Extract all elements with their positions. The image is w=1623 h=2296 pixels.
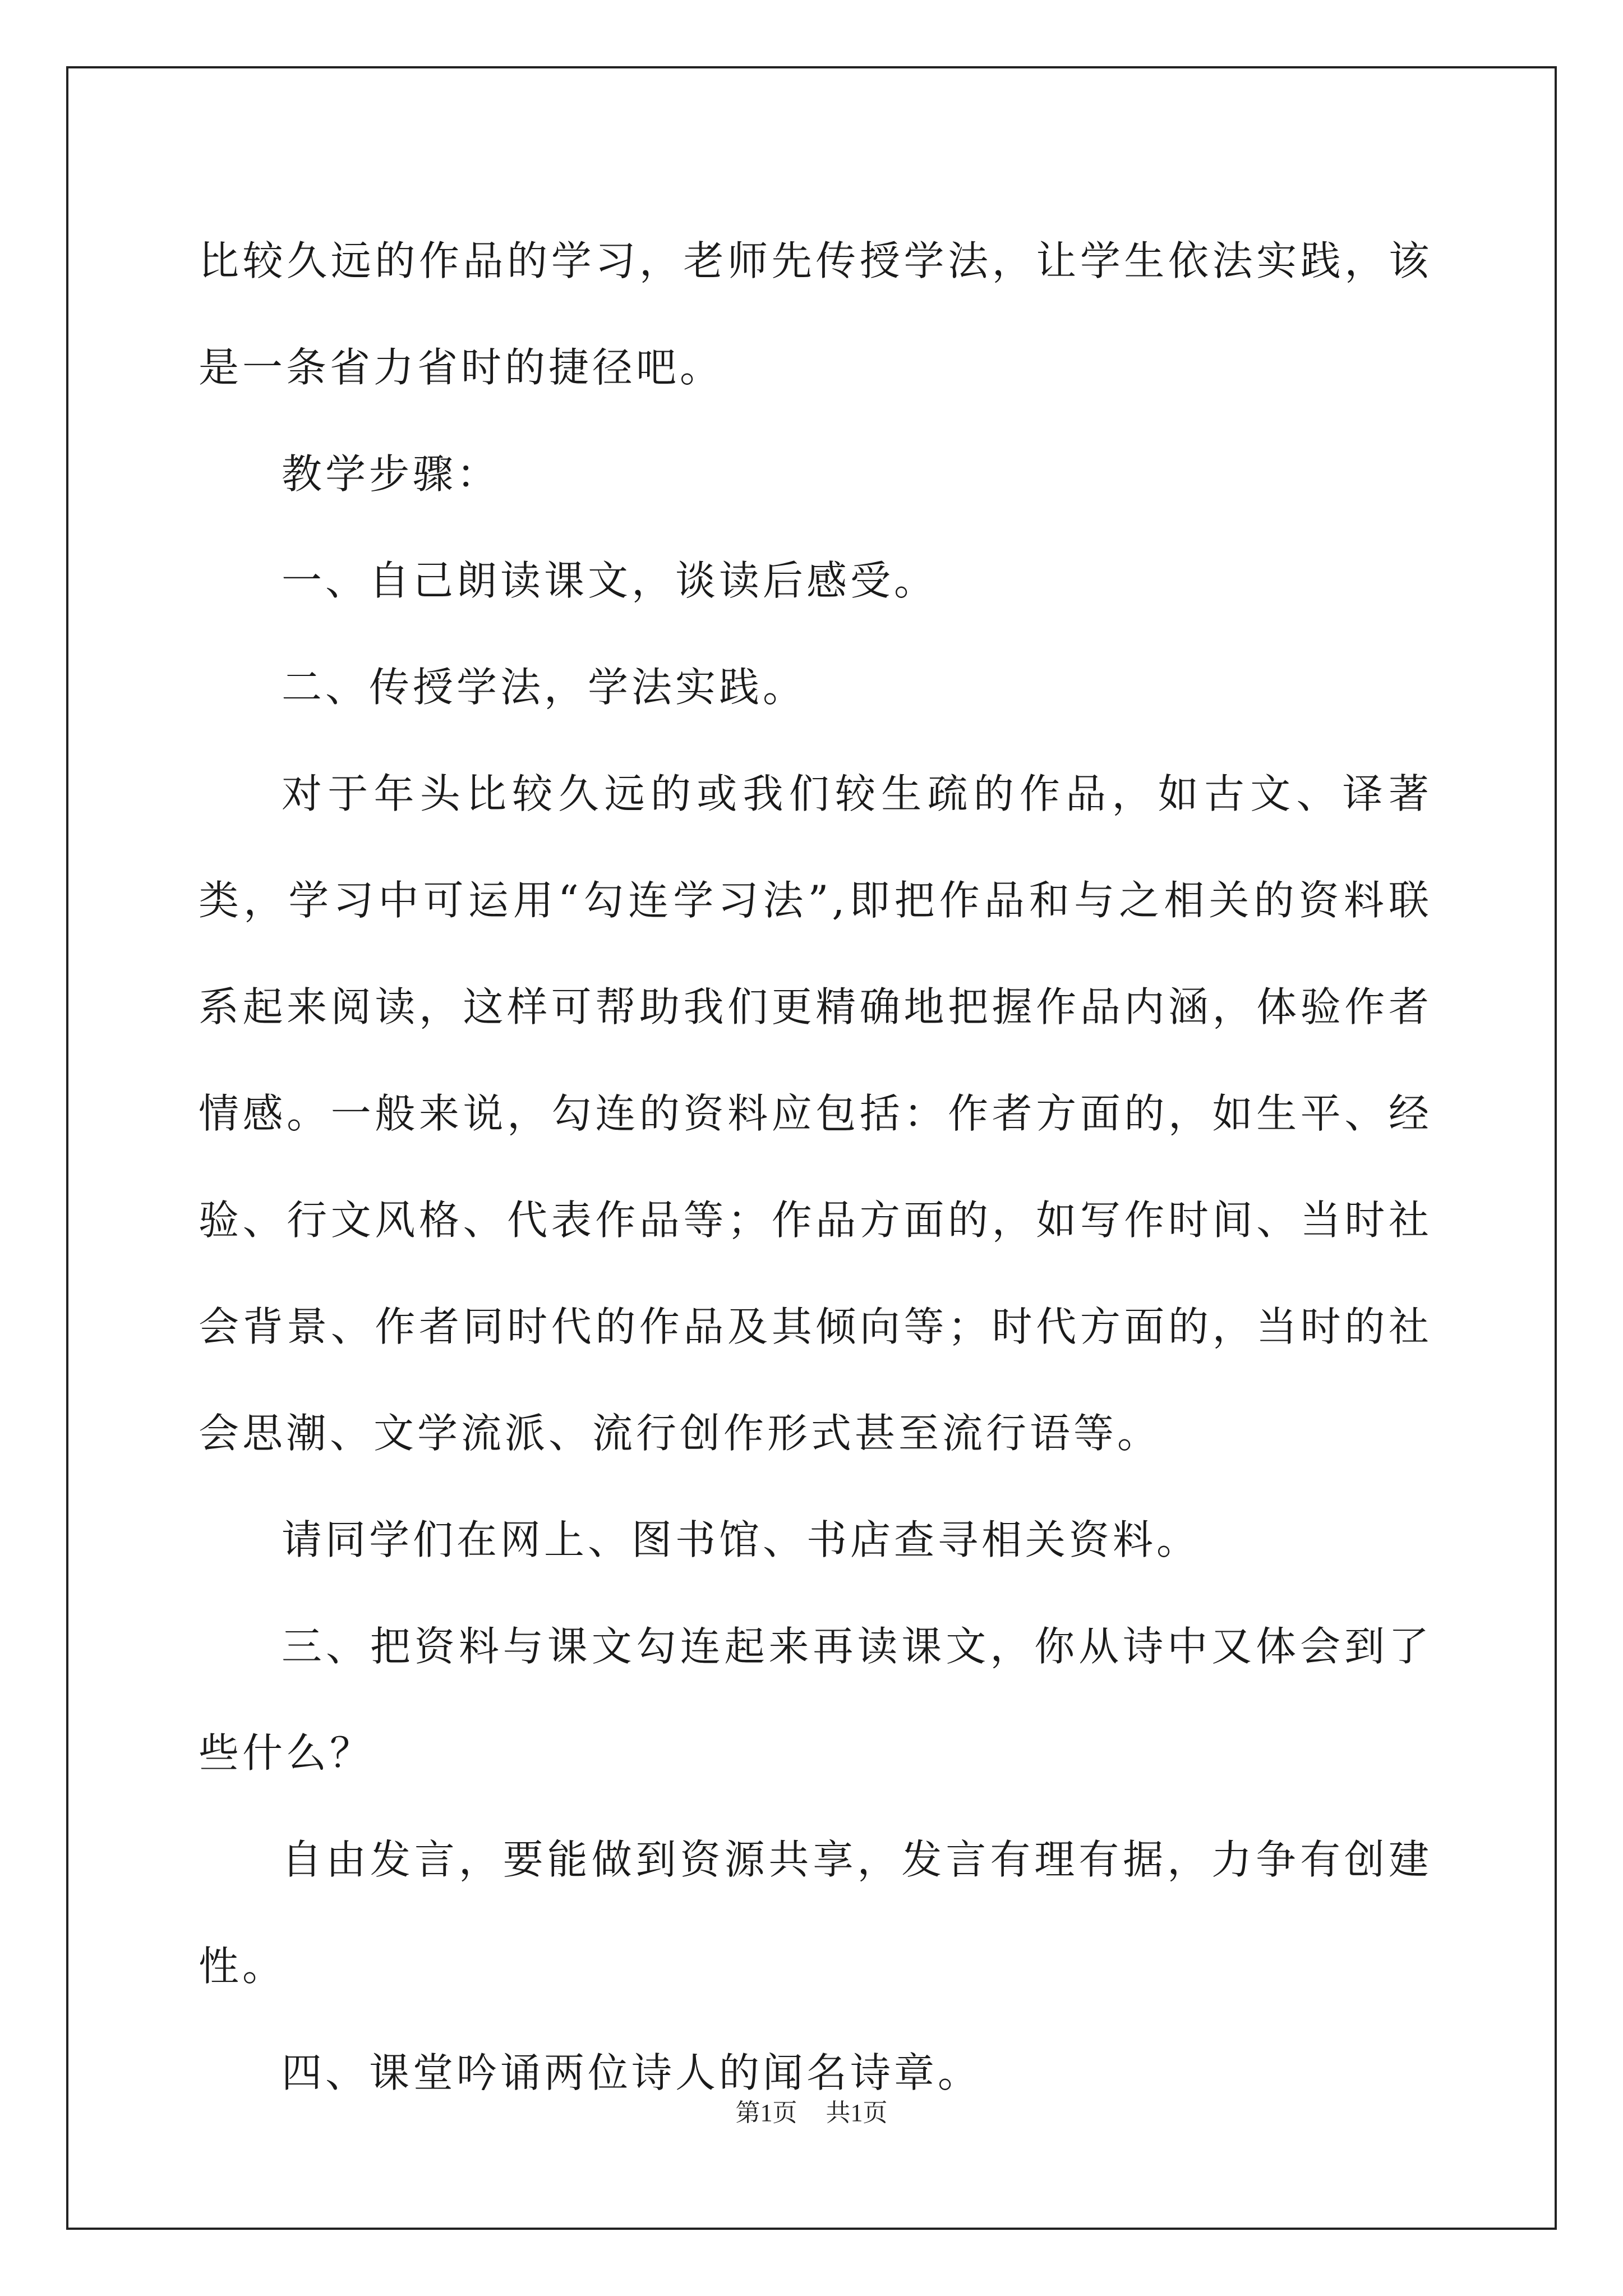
paragraph-step-three: 三、把资料与课文勾连起来再读课文，你从诗中又体会到了些什么？: [199, 1623, 1432, 1777]
page-total: 共1页: [826, 2099, 888, 2127]
paragraph-teaching-steps-heading: 教学步骤：: [282, 450, 501, 498]
page-number: 第1页: [735, 2099, 797, 2127]
paragraph-method-explanation: 对于年头比较久远的或我们较生疏的作品，如古文、译著类，学习中可运用“勾连学习法”,即把作品和与之相关的资料联系起来阅读，这样可帮助我们更精确地把握作品内涵，体验作者情感。一般来说，勾连的资料应包括：作者方面的，如生平、经验、行文风格、代表作品等；作品方面的，如写作时间、当时社会背景、作者同时代的作品及其倾向等；时代方面的，当时的社会思潮、文学流派、流行创作形式甚至流行语等。: [199, 770, 1432, 1457]
paragraph-step-two: 二、传授学法，学法实践。: [282, 664, 807, 711]
paragraph-discussion: 自由发言，要能做到资源共享，发言有理有据，力争有创建性。: [199, 1836, 1432, 1990]
document-body: [199, 208, 1432, 2126]
paragraph-research-instruction: 请同学们在网上、图书馆、书店查寻相关资料。: [282, 1516, 1201, 1563]
paragraph-continuation: 比较久远的作品的学习，老师先传授学法，让学生依法实践，该是一条省力省时的捷径吧。: [199, 237, 1432, 391]
paragraph-step-one: 一、自己朗读课文，谈读后感受。: [282, 557, 938, 604]
page-footer: [0, 2092, 1623, 2128]
paragraph-step-four: 四、课堂吟诵两位诗人的闻名诗章。: [282, 2049, 982, 2096]
